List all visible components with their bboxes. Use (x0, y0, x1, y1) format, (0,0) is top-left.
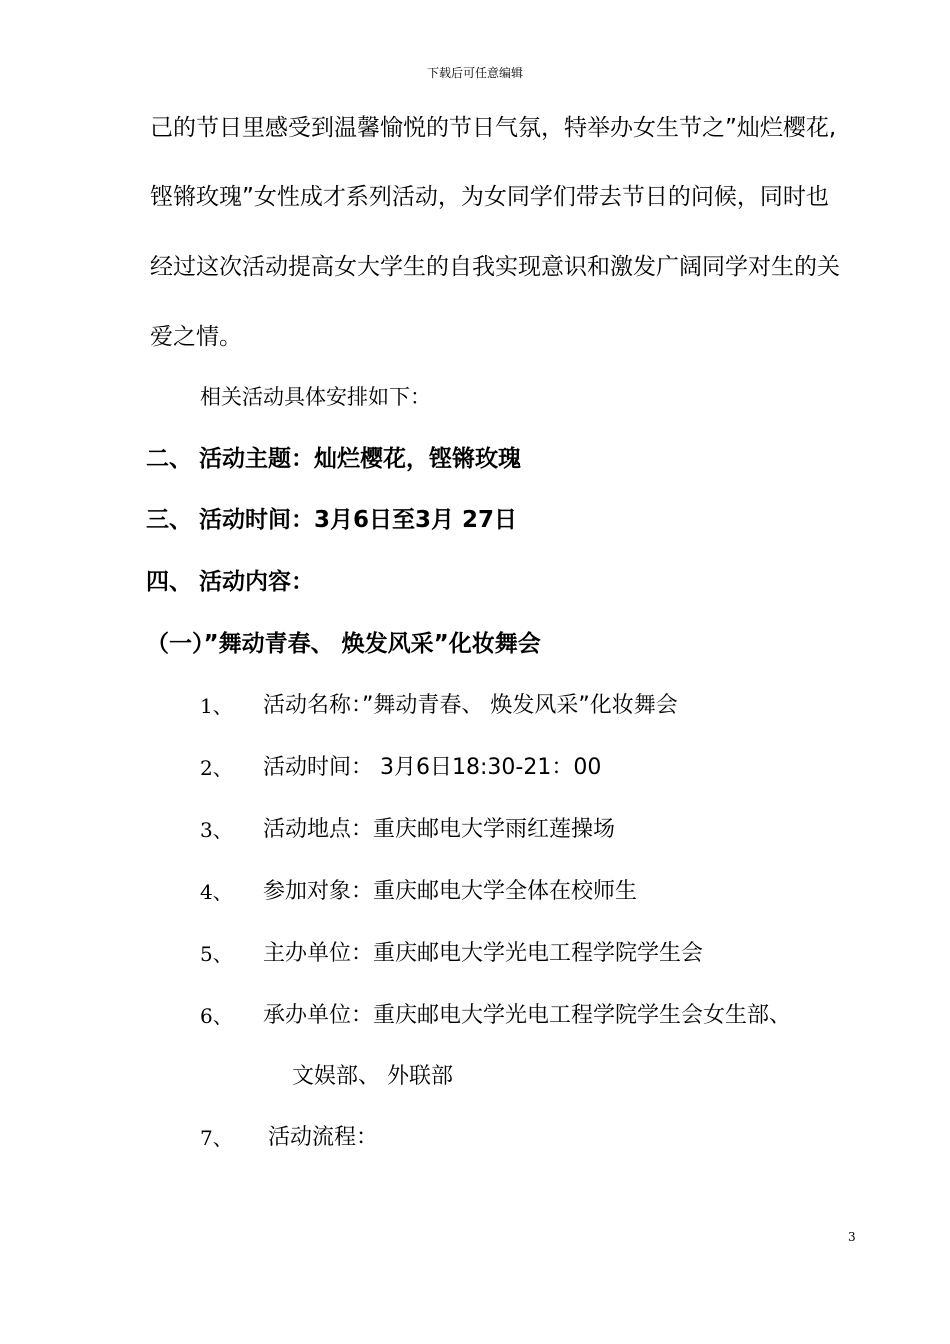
item-7-text: 活动流程： (268, 1125, 379, 1150)
item-3-text: 活动地点：重庆邮电大学雨红莲操场 (263, 817, 616, 842)
item-3-number: 3、 (200, 818, 233, 842)
item-2-text: 活动时间： 3月6日18:30-21：00 (263, 755, 602, 780)
section-3-heading: 活动时间：3月6日至3月 27日 (199, 507, 518, 533)
paragraph-line-1: 己的节日里感受到温馨愉悦的节日气氛，特举办女生节之”灿烂樱花, (150, 115, 837, 141)
page-number: 3 (848, 1230, 856, 1244)
paragraph-line-4: 爱之情。 (150, 324, 242, 350)
section-4-heading: 活动内容： (199, 569, 314, 595)
item-1-number: 1、 (200, 694, 233, 718)
section-2-heading: 活动主题：灿烂樱花，铿锵玫瑰 (199, 446, 521, 472)
item-5-text: 主办单位：重庆邮电大学光电工程学院学生会 (263, 941, 704, 966)
item-7-number: 7、 (200, 1126, 233, 1150)
item-4-number: 4、 (200, 880, 233, 904)
item-1-text: 活动名称：”舞动青春、 焕发风采”化妆舞会 (263, 693, 678, 718)
section-3-number: 三、 (146, 507, 192, 533)
intro-text: 相关活动具体安排如下： (200, 385, 431, 409)
subsection-heading: （一）”舞动青春、 焕发风采”化妆舞会 (146, 631, 541, 657)
item-6-number: 6、 (200, 1004, 233, 1028)
paragraph-line-3: 经过这次活动提高女大学生的自我实现意识和激发广阔同学对生的关 (150, 254, 840, 280)
section-2-number: 二、 (146, 446, 192, 472)
paragraph-line-2: 铿锵玫瑰”女性成才系列活动，为女同学们带去节日的问候，同时也 (150, 184, 829, 210)
item-4-text: 参加对象：重庆邮电大学全体在校师生 (263, 879, 638, 904)
section-4-number: 四、 (146, 569, 192, 595)
item-6-text: 承办单位：重庆邮电大学光电工程学院学生会女生部、 (263, 1003, 792, 1028)
item-2-number: 2、 (200, 756, 233, 780)
item-6-continuation: 文娱部、 外联部 (292, 1064, 453, 1089)
item-5-number: 5、 (200, 942, 233, 966)
page-header: 下载后可任意编辑 (426, 66, 523, 80)
